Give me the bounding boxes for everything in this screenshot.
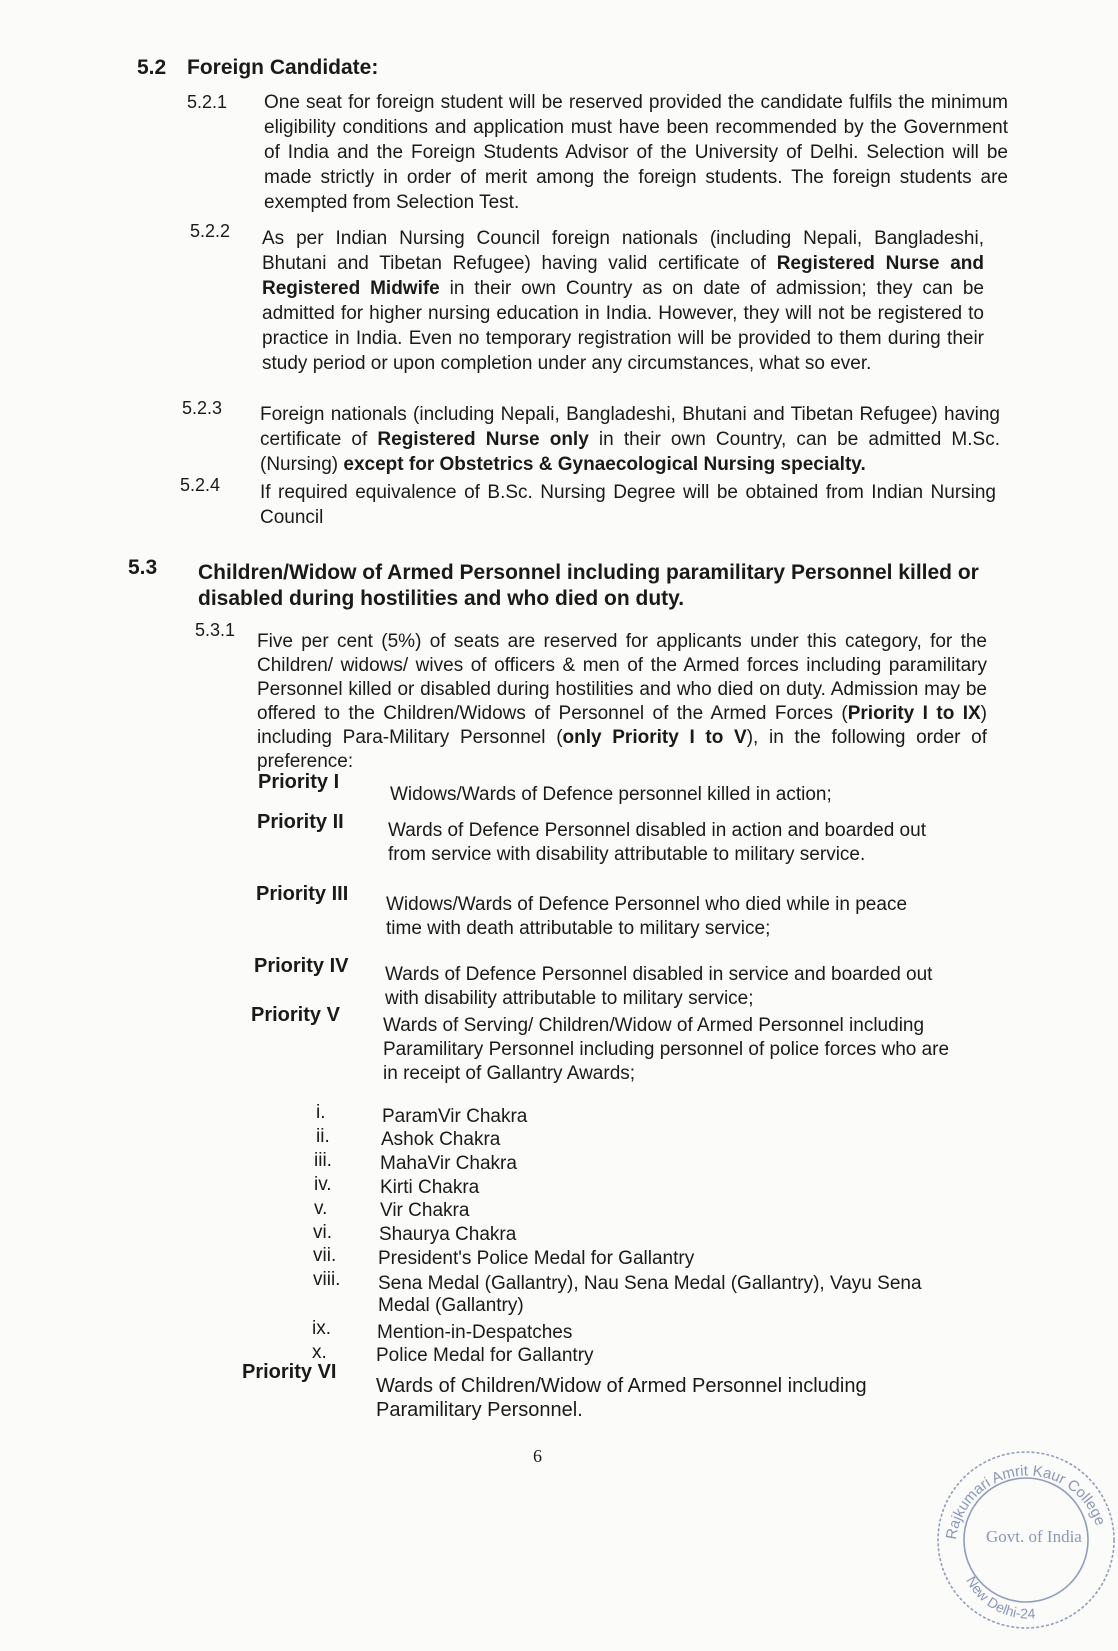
priority-label-6: Priority VI [242,1361,337,1383]
medal-name-6: Shaurya Chakra [379,1224,517,1245]
item-number-5-2-2: 5.2.2 [190,221,231,241]
medal-name-5: Vir Chakra [380,1200,470,1221]
item-number-5-2-4: 5.2.4 [180,475,221,495]
seal-middle-text: Govt. of India [986,1527,1082,1546]
medal-name-9: Mention-in-Despatches [377,1322,573,1343]
section-title-armed-personnel: Children/Widow of Armed Personnel including paramilitary Personnel killed or disabled during hostilities and who died on duty. [198,561,979,610]
medal-name-8: Sena Medal (Gallantry), Nau Sena Medal (Gallantry), Vayu Sena Medal (Gallantry) [378,1273,922,1316]
item-text-5-3-1-bold2: only Priority I to V [562,727,747,748]
medal-numeral-5: v. [314,1198,328,1219]
priority-label-1: Priority I [258,771,340,793]
medal-name-10: Police Medal for Gallantry [376,1345,594,1366]
item-text-5-2-3-bold1: Registered Nurse only [377,429,589,450]
priority-text-5: Wards of Serving/ Children/Widow of Armed Personnel including Paramilitary Personnel including personnel of police forces who are in receipt of Gallantry Awards; [383,1015,950,1084]
priority-label-3: Priority III [256,883,349,905]
medal-name-7: President's Police Medal for Gallantry [378,1248,695,1269]
item-text-5-3-1-part1: Five per cent (5%) of seats are reserved for applicants under this category, for the Children/ widows/ wives of officers & men of the Armed forces including paramilitary Personnel killed or disabled during hostilities and who died on duty. Admission may be offered to the Children/Widows of Personnel of the Armed Forces ( [257,631,987,724]
medal-numeral-4: iv. [314,1174,332,1195]
medal-name-2: Ashok Chakra [381,1129,501,1150]
priority-text-1: Widows/Wards of Defence personnel killed in action; [390,784,832,805]
college-seal-stamp [926,1430,1116,1645]
section-number-5-3: 5.3 [128,556,158,579]
item-text-5-2-2-bold: Registered Nurse and Registered Midwife [262,253,984,299]
item-text-5-2-1: One seat for foreign student will be reserved provided the candidate fulfils the minimum eligibility conditions and application must have been recommended by the Government of India and the Foreign Students Advisor of the University of Delhi. Selection will be made strictly in order of merit among the foreign students. The foreign students are exempted from Selection Test. [264,92,1008,213]
section-title-foreign-candidate: Foreign Candidate: [187,56,379,79]
seal-top-text [926,1430,1109,1541]
item-number-5-2-3: 5.2.3 [182,398,223,418]
priority-text-6: Wards of Children/Widow of Armed Personnel including Paramilitary Personnel. [376,1375,867,1421]
priority-text-3: Widows/Wards of Defence Personnel who died while in peace time with death attributable to military service; [386,894,908,939]
priority-text-2: Wards of Defence Personnel disabled in action and boarded out from service with disability attributable to military service. [388,820,926,865]
item-text-5-2-3-bold2: except for Obstetrics & Gynaecological Nursing specialty. [343,454,866,475]
page-number: 6 [533,1446,542,1466]
medal-numeral-10: x. [312,1342,327,1363]
medal-name-3: MahaVir Chakra [380,1153,517,1174]
priority-label-2: Priority II [257,811,344,833]
item-text-5-2-2-part2: in their own Country as on date of admission; they can be admitted for higher nursing education in India. However, they will not be registered to practice in India. Even no temporary registration will be provided to them during their study period or upon completion under any circumstances, what so ever. [262,278,984,374]
medal-numeral-6: vi. [313,1222,332,1243]
seal-bottom-text [963,1573,1036,1621]
item-text-5-2-2-part1: As per Indian Nursing Council foreign nationals (including Nepali, Bangladeshi, Bhutani and Tibetan Refugee) having valid certificate of [262,228,984,274]
item-text-5-2-4: If required equivalence of B.Sc. Nursing Degree will be obtained from Indian Nursing Council [260,482,996,528]
item-text-5-2-3 [260,402,1000,477]
priority-text-4: Wards of Defence Personnel disabled in service and boarded out with disability attributable to military service; [385,964,933,1009]
medal-numeral-2: ii. [316,1126,330,1147]
item-number-5-2-1: 5.2.1 [187,92,228,112]
item-text-5-3-1-part3: ), in the following order of preference: [257,727,987,772]
item-text-5-3-1-bold1: Priority I to IX [847,703,981,724]
item-text-5-2-3-part1: Foreign nationals (including Nepali, Bangladeshi, Bhutani and Tibetan Refugee) having certificate of [260,404,1000,450]
medal-numeral-9: ix. [312,1318,331,1339]
section-number-5-2: 5.2 [137,56,167,79]
medal-numeral-7: vii. [313,1245,337,1266]
seal-stamp-graphic [926,1430,1116,1645]
priority-label-4: Priority IV [254,955,349,977]
priority-label-5: Priority V [251,1004,340,1026]
item-text-5-3-1-part2: ) including Para-Military Personnel ( [257,703,987,748]
medal-numeral-1: i. [316,1102,326,1123]
item-text-5-2-3-part2: in their own Country, can be admitted M.Sc. (Nursing) [260,429,1000,475]
item-text-5-3-1 [257,630,987,774]
item-text-5-2-2 [262,226,984,376]
medal-numeral-3: iii. [314,1150,332,1171]
medal-numeral-8: viii. [313,1269,341,1290]
medal-name-1: ParamVir Chakra [382,1106,528,1127]
medal-name-4: Kirti Chakra [380,1177,480,1198]
seal-top-textpath: Rajkumari Amrit Kaur College [942,1462,1109,1541]
seal-bottom-textpath: New Delhi-24 [963,1573,1036,1622]
item-number-5-3-1: 5.3.1 [195,620,236,640]
